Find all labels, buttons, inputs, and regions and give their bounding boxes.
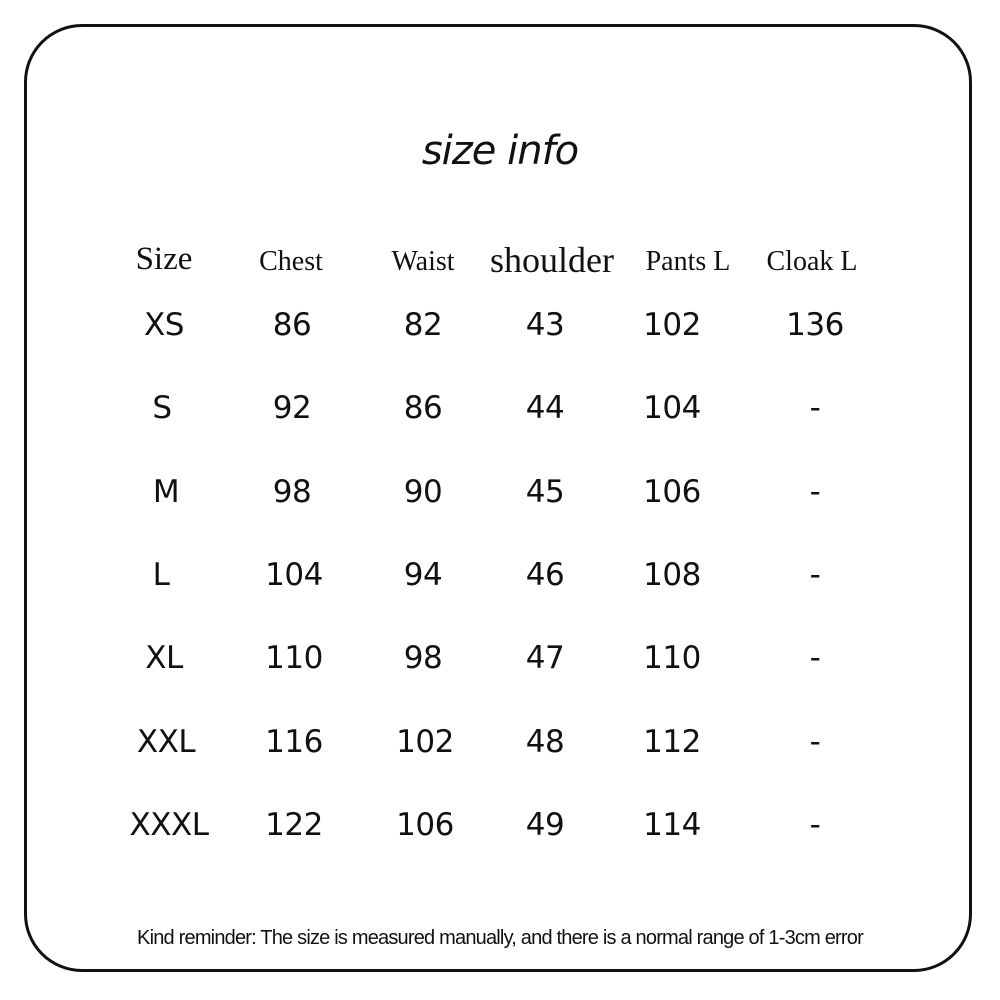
- table-cell-shoulder: 44: [525, 390, 565, 426]
- table-cell-shoulder: 43: [525, 307, 565, 343]
- table-cell-waist: 106: [396, 807, 454, 843]
- table-cell-size: M: [152, 474, 180, 510]
- table-cell-shoulder: 48: [525, 724, 565, 760]
- table-cell-shoulder: 46: [525, 557, 565, 593]
- header-waist: Waist: [391, 246, 455, 277]
- table-cell-size: S: [152, 390, 172, 426]
- header-cloak-length: Cloak L: [766, 246, 858, 277]
- table-cell-size: XXL: [136, 724, 196, 760]
- table-cell-size: XS: [144, 307, 184, 343]
- table-cell-cloak-length: 136: [786, 307, 844, 343]
- table-cell-cloak-length: -: [809, 640, 821, 676]
- table-cell-waist: 82: [403, 307, 443, 343]
- table-cell-chest: 98: [272, 474, 312, 510]
- table-cell-pants-length: 106: [643, 474, 701, 510]
- header-pants-length: Pants L: [645, 246, 731, 277]
- header-size: Size: [135, 241, 193, 277]
- table-cell-shoulder: 47: [525, 640, 565, 676]
- table-cell-waist: 98: [403, 640, 443, 676]
- table-cell-chest: 122: [265, 807, 323, 843]
- table-cell-pants-length: 110: [643, 640, 701, 676]
- table-cell-shoulder: 45: [525, 474, 565, 510]
- table-cell-cloak-length: -: [809, 724, 821, 760]
- table-cell-pants-length: 108: [643, 557, 701, 593]
- table-cell-chest: 110: [265, 640, 323, 676]
- table-cell-chest: 86: [272, 307, 312, 343]
- table-cell-chest: 104: [265, 557, 323, 593]
- table-cell-cloak-length: -: [809, 474, 821, 510]
- table-cell-pants-length: 114: [643, 807, 701, 843]
- header-shoulder: shoulder: [490, 240, 614, 280]
- page-title: size info: [421, 128, 579, 174]
- table-cell-shoulder: 49: [525, 807, 565, 843]
- table-cell-waist: 86: [403, 390, 443, 426]
- table-cell-waist: 90: [403, 474, 443, 510]
- table-cell-size: L: [152, 557, 170, 593]
- measurement-reminder: Kind reminder: The size is measured manually, and there is a normal range of 1-3cm error: [137, 927, 863, 949]
- table-cell-chest: 92: [272, 390, 312, 426]
- table-cell-chest: 116: [265, 724, 323, 760]
- table-cell-pants-length: 112: [643, 724, 701, 760]
- table-cell-size: XL: [145, 640, 183, 676]
- table-cell-pants-length: 104: [643, 390, 701, 426]
- table-cell-pants-length: 102: [643, 307, 701, 343]
- table-cell-size: XXXL: [129, 807, 209, 843]
- table-cell-cloak-length: -: [809, 807, 821, 843]
- table-cell-cloak-length: -: [809, 390, 821, 426]
- header-chest: Chest: [259, 246, 323, 277]
- table-cell-waist: 102: [396, 724, 454, 760]
- table-cell-cloak-length: -: [809, 557, 821, 593]
- table-cell-waist: 94: [403, 557, 443, 593]
